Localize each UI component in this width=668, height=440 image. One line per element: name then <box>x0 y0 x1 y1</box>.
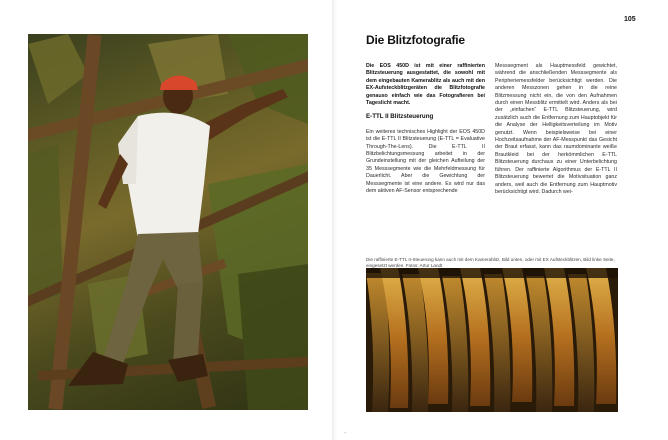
text-column-right <box>495 63 617 196</box>
chapter-title: Die Blitzfotografie <box>366 33 465 47</box>
page-number: 105 <box>624 16 636 23</box>
page-gutter <box>332 0 338 440</box>
text-column-left <box>366 63 485 196</box>
tobacco-leaves-illustration <box>366 268 618 412</box>
body-paragraph-left: Ein weiteres technisches Highlight der EOS 450D ist die E-TTL II Blitzsteuerung (E-TTL = Evaluative Through-The-Lens). Die E-TTL II Blitzbelichtungsmessung arbeitet in der Grundeinstellung mit der gleichen Aufteilung der 35 Messsegmente wie die Mehrfeldmessung für Dauerlicht. Aber die Gewichtung der Messsegmente ist eine andere. Es wird nur das dem aktiven AF-Sensor entsprechende <box>366 128 485 195</box>
photo-caption: Die raffinierte E-TTL II-Steuerung kann auch mit dem Kamerablitz, Bild unten, oder mit EX Aufsteckblitzen, Bild linke Seite, eingesetzt werden. Fotos: Artur Landt <box>366 257 615 268</box>
tobacco-leaves-photo <box>366 268 618 412</box>
crop-mark: ⌐ <box>344 430 347 436</box>
section-heading: E-TTL II Blitzsteuerung <box>366 113 434 121</box>
tobacco-barn-worker-illustration <box>28 34 308 410</box>
tobacco-barn-worker-photo <box>28 34 308 410</box>
body-paragraph-right: Messsegment als Hauptmessfeld gewichtet, während die anschließenden Messsegmente als Peripheriemessfelder berücksichtigt werden. Die anderen Messzonen gehen in die reine Blitzmessung nicht ein, die von den Aufnahmen durch einen Messblitz ermittelt wird. Anders als bei der „einfachen“ E-TTL Blitzsteuerung, wird zusätzlich auch die Entfernung zum Hauptobjekt für die Analyse der Helligkeitsverteilung im Motiv genutzt. Wenn beispielsweise bei einer Hochzeitsaufnahme der AF-Messpunkt das Gesicht der Braut erfasst, kann das raumdominante weiße Brautkleid bei der herkömmlichen E-TTL Blitzsteuerung durchaus zu einer Unterbelichtung führen. Der raffinierte Algorithmus der E-TTL II Blitzsteuerung bewertet die Motivsituation ganz anders, weil auch die Entfernung zum Hauptmotiv berücksichtigt wird. Dadurch wei- <box>495 63 617 195</box>
lead-paragraph: Die EOS 450D ist mit einer raffinierten Blitzsteuerung ausgestattet, die sowohl mit dem eingebauten Kamerablitz als auch mit den EX-Aufsteckblitzgeräten die Blitzfotografie genauso einfach wie das Fotografieren bei Tageslicht macht. <box>366 63 485 107</box>
